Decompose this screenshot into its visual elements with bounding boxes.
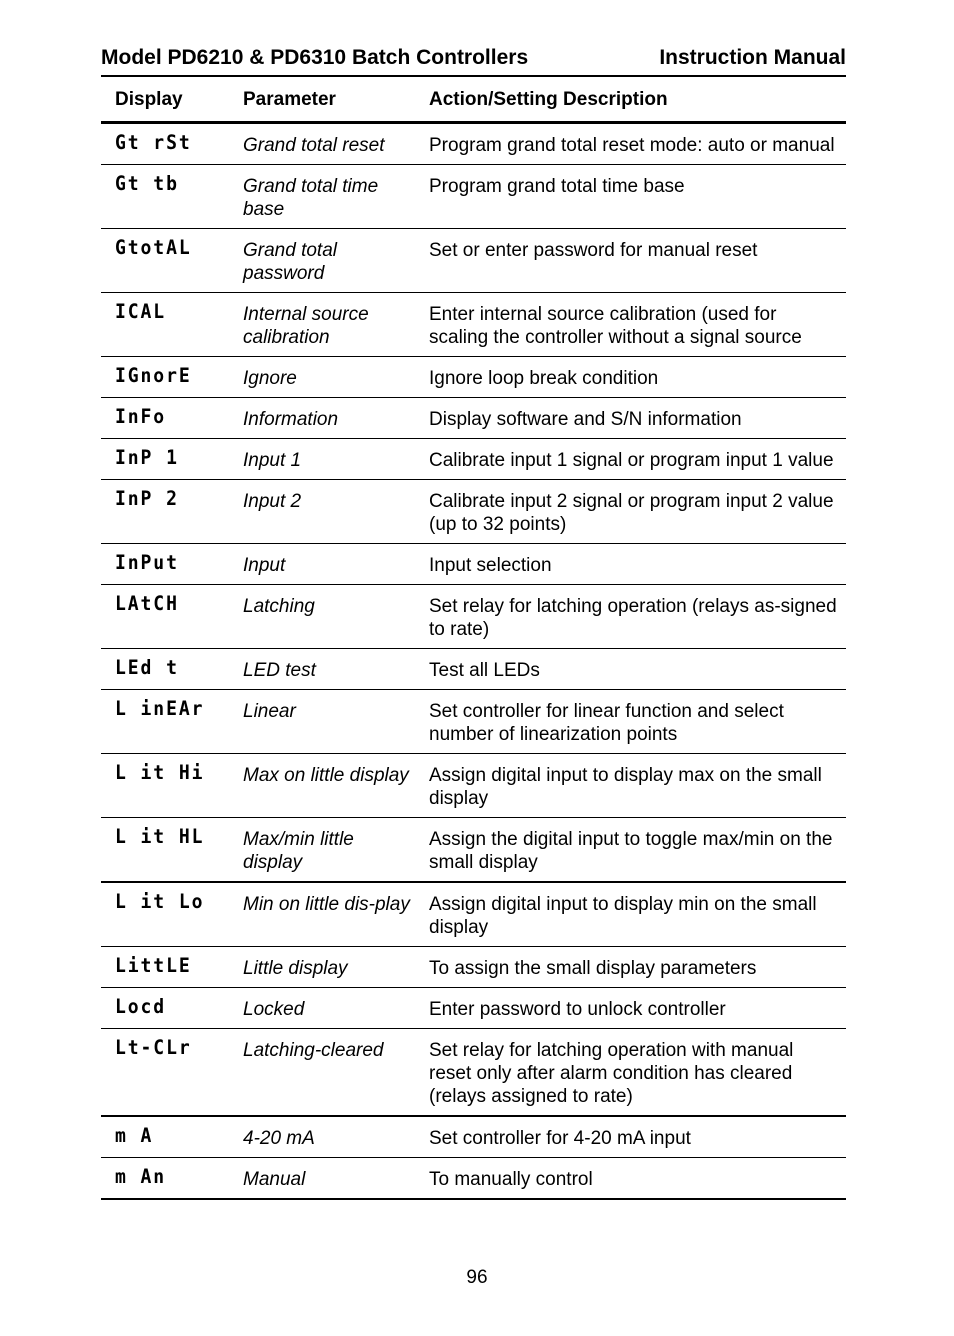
table-row: [101, 818, 846, 883]
parameter-name: Little display: [229, 947, 415, 988]
parameter-name: Linear: [229, 690, 415, 754]
seven-segment-text: InP 1: [115, 446, 179, 470]
page-number: 96: [466, 1267, 488, 1288]
table-row: [101, 357, 846, 398]
column-header-parameter: Parameter: [229, 80, 415, 123]
parameter-name: Information: [229, 398, 415, 439]
seven-segment-text: L it HL: [115, 825, 205, 849]
seven-segment-text: LAtCH: [115, 592, 179, 616]
display-code: [101, 123, 229, 165]
display-code: [101, 544, 229, 585]
seven-segment-text: ICAL: [115, 300, 167, 324]
setting-description: To assign the small display parameters: [415, 947, 846, 988]
seven-segment-text: Gt tb: [115, 172, 179, 196]
parameter-name: Grand total reset: [229, 123, 415, 165]
page-header: [101, 46, 846, 70]
parameter-name: Max/min little display: [229, 818, 415, 883]
parameter-name: Internal source calibration: [229, 293, 415, 357]
parameter-name: Input 1: [229, 439, 415, 480]
seven-segment-text: LEd t: [115, 656, 179, 680]
setting-description: Calibrate input 1 signal or program input 1 value: [415, 439, 846, 480]
display-code: [101, 165, 229, 229]
display-code: [101, 988, 229, 1029]
display-code: [101, 398, 229, 439]
table-row: [101, 882, 846, 947]
parameter-name: Max on little display: [229, 754, 415, 818]
table-row: [101, 439, 846, 480]
display-code: [101, 1116, 229, 1158]
seven-segment-text: L it Hi: [115, 761, 205, 785]
setting-description: Ignore loop break condition: [415, 357, 846, 398]
setting-description: Set relay for latching operation (relays as-signed to rate): [415, 585, 846, 649]
parameter-name: Input: [229, 544, 415, 585]
seven-segment-text: Lt-CLr: [115, 1036, 192, 1060]
display-code: [101, 947, 229, 988]
display-code: [101, 229, 229, 293]
table-row: [101, 480, 846, 544]
display-code: [101, 818, 229, 883]
column-header-description: Action/Setting Description: [415, 80, 846, 123]
seven-segment-text: L inEAr: [115, 697, 205, 721]
table-row: [101, 988, 846, 1029]
parameter-name: Latching: [229, 585, 415, 649]
seven-segment-text: m A: [115, 1124, 154, 1148]
parameter-name: 4-20 mA: [229, 1116, 415, 1158]
table-row: [101, 754, 846, 818]
display-code: [101, 1029, 229, 1117]
setting-description: Set controller for linear function and select number of linearization points: [415, 690, 846, 754]
setting-description: Assign digital input to display min on the small display: [415, 882, 846, 947]
table-row: [101, 1029, 846, 1117]
seven-segment-text: InFo: [115, 405, 167, 429]
manual-title: Model PD6210 & PD6310 Batch Controllers: [101, 46, 529, 69]
setting-description: Calibrate input 2 signal or program input 2 value (up to 32 points): [415, 480, 846, 544]
setting-description: Assign digital input to display max on the small display: [415, 754, 846, 818]
setting-description: Set controller for 4-20 mA input: [415, 1116, 846, 1158]
setting-description: Input selection: [415, 544, 846, 585]
parameter-table: [101, 80, 846, 1200]
header-rule: [101, 75, 846, 77]
seven-segment-text: GtotAL: [115, 236, 192, 260]
table-row: [101, 649, 846, 690]
parameter-name: Manual: [229, 1158, 415, 1200]
parameter-name: Locked: [229, 988, 415, 1029]
setting-description: Enter password to unlock controller: [415, 988, 846, 1029]
display-code: [101, 480, 229, 544]
manual-type: Instruction Manual: [659, 46, 846, 69]
parameter-name: LED test: [229, 649, 415, 690]
table-row: [101, 229, 846, 293]
display-code: [101, 754, 229, 818]
seven-segment-text: LittLE: [115, 954, 192, 978]
setting-description: Program grand total reset mode: auto or manual: [415, 123, 846, 165]
seven-segment-text: L it Lo: [115, 890, 205, 914]
display-code: [101, 690, 229, 754]
display-code: [101, 585, 229, 649]
table-row: [101, 293, 846, 357]
table-row: [101, 585, 846, 649]
table-row: [101, 165, 846, 229]
seven-segment-text: InPut: [115, 551, 179, 575]
setting-description: Assign the digital input to toggle max/min on the small display: [415, 818, 846, 883]
display-code: [101, 439, 229, 480]
display-code: [101, 293, 229, 357]
seven-segment-text: m An: [115, 1165, 167, 1189]
setting-description: Program grand total time base: [415, 165, 846, 229]
table-row: [101, 947, 846, 988]
parameter-name: Latching-cleared: [229, 1029, 415, 1117]
setting-description: To manually control: [415, 1158, 846, 1200]
column-header-display: Display: [101, 80, 229, 123]
table-row: [101, 398, 846, 439]
seven-segment-text: Locd: [115, 995, 167, 1019]
seven-segment-text: IGnorE: [115, 364, 192, 388]
parameter-name: Grand total time base: [229, 165, 415, 229]
setting-description: Display software and S/N information: [415, 398, 846, 439]
display-code: [101, 1158, 229, 1200]
table-row: [101, 123, 846, 165]
setting-description: Set relay for latching operation with manual reset only after alarm condition has cleared (relays assigned to rate): [415, 1029, 846, 1117]
table-row: [101, 690, 846, 754]
table-row: [101, 544, 846, 585]
display-code: [101, 649, 229, 690]
seven-segment-text: InP 2: [115, 487, 179, 511]
parameter-name: Ignore: [229, 357, 415, 398]
seven-segment-text: Gt rSt: [115, 131, 192, 155]
setting-description: Test all LEDs: [415, 649, 846, 690]
parameter-name: Input 2: [229, 480, 415, 544]
table-row: [101, 1116, 846, 1158]
parameter-name: Grand total password: [229, 229, 415, 293]
setting-description: Enter internal source calibration (used for scaling the controller without a signal source: [415, 293, 846, 357]
setting-description: Set or enter password for manual reset: [415, 229, 846, 293]
table-header-row: [101, 80, 846, 123]
display-code: [101, 357, 229, 398]
display-code: [101, 882, 229, 947]
parameter-name: Min on little dis-play: [229, 882, 415, 947]
table-row: [101, 1158, 846, 1200]
